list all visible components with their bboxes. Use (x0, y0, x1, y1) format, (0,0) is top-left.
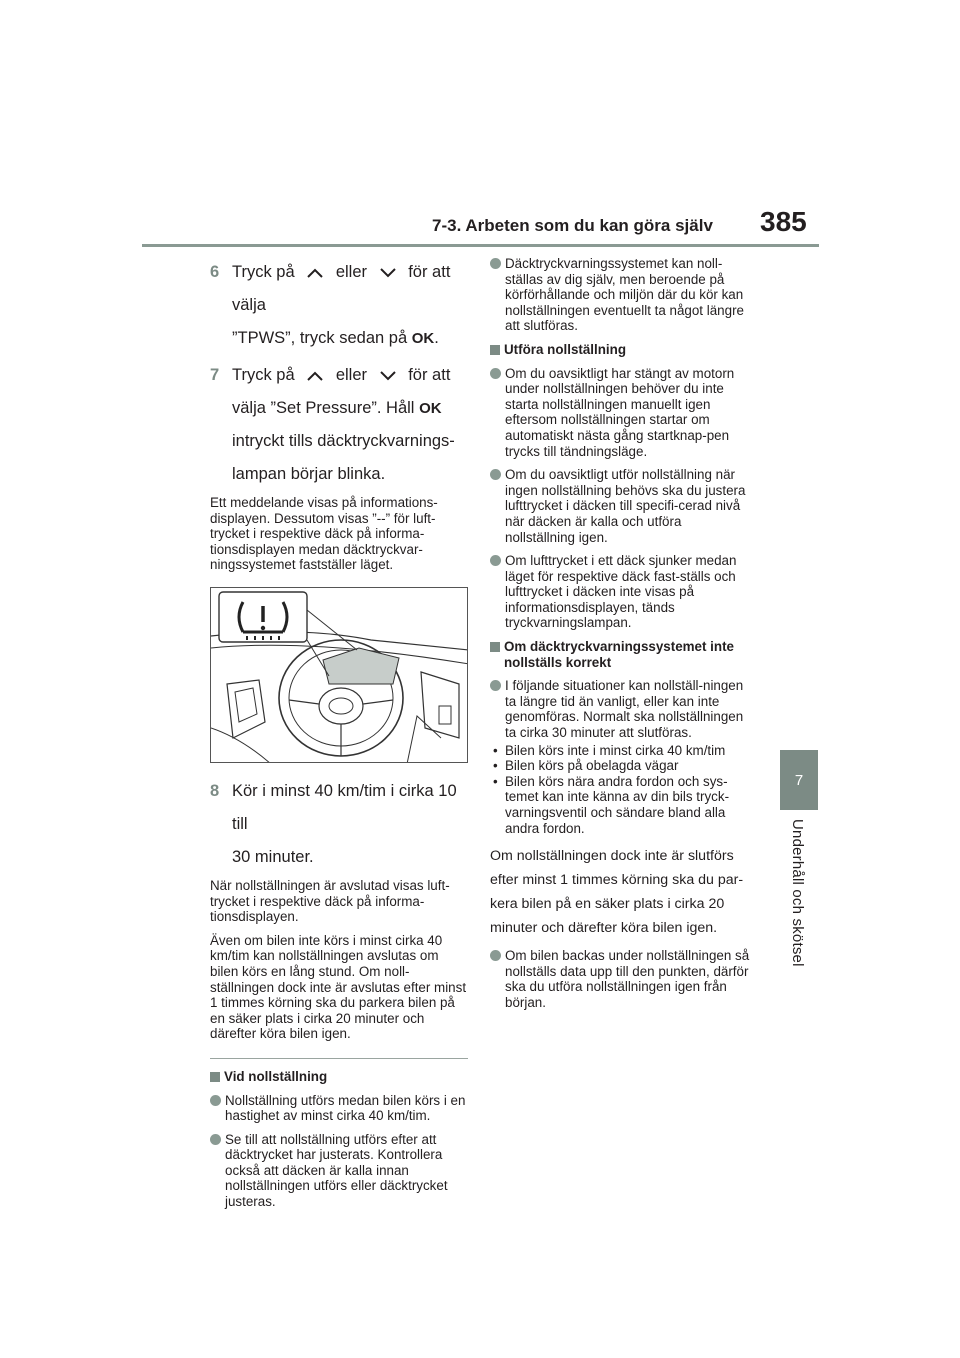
dashboard-drawing (211, 588, 468, 763)
step-text: Tryck på (232, 366, 295, 384)
bullet-text: Om du oavsiktligt utför nollställning när ingen nollställning behövs ska du justera lufttrycket i däcken till specifi-cerad nivå när däcken är kalla och utföra nollställning igen. (505, 467, 746, 545)
step-text: för att välja (232, 263, 451, 314)
bullet-text: Om bilen backas under nollställningen så nollställs data upp till den punkten, därför ska du utföra nollställningen igen från början. (505, 948, 750, 1010)
step-number: 8 (210, 781, 220, 800)
chevron-down-icon (378, 266, 398, 280)
paragraph: Om nollställningen dock inte är slutförs efter minst 1 timmes körning ska du par-kera bilen på en säker plats i cirka 20 minuter och därefter köra bilen igen. (490, 848, 744, 937)
left-column (210, 256, 468, 1218)
bullet-dot-icon (210, 1134, 221, 1145)
bullet-dot-icon (490, 950, 501, 961)
bullet-text: Se till att nollställning utförs efter att däcktrycket har justerats. Kontrollera också att däcken är kalla innan nollställningen utförs eller däcktrycket justeras. (225, 1131, 448, 1210)
section-title: 7-3. Arbeten som du kan göra själv (432, 216, 713, 235)
bullet-mark-icon: • (493, 742, 498, 758)
list-item (490, 774, 752, 836)
subheading (210, 1069, 468, 1085)
note-text: Även om bilen inte körs i minst cirka 40 km/tim kan nollställningen avslutas om bilen körs en lång stund. Om noll-ställningen dock inte är avslutas efter minst 1 timmes körning ska du parkera bilen på en säker plats i cirka 20 minuter och därefter köra bilen igen. (210, 932, 467, 1042)
header-rule (142, 244, 819, 247)
bullet-item (490, 553, 752, 631)
right-column (490, 256, 752, 1019)
bullet-dot-icon (490, 555, 501, 566)
step-text: intryckt tills däcktryckvarnings- (232, 432, 455, 450)
bullet-text: Däcktryckvarningssystemet kan noll-ställas av dig själv, men beroende på körförhållande och miljön där du kör kan nollställningen eventuellt ta något längre att slutföras. (505, 256, 744, 334)
ok-button-label: OK (419, 400, 442, 417)
note-text: När nollställningen är avslutad visas luft-trycket i respektive däck på informa-tionsdisplayen. (210, 877, 450, 925)
bullet-item (490, 366, 752, 460)
step-8 (210, 775, 468, 874)
list-item-text: Bilen körs på obelagda vägar (505, 758, 679, 774)
step-number: 7 (210, 366, 220, 384)
subheading-text: Om däcktryckvarningssystemet inte nollställs korrekt (504, 639, 734, 670)
subheading-text: Utföra nollställning (504, 341, 626, 357)
sub-list (490, 743, 752, 837)
bullet-dot-icon (490, 368, 501, 379)
divider (210, 1058, 468, 1059)
subheading (490, 639, 752, 670)
subheading (490, 342, 752, 358)
step-text: eller (335, 366, 368, 384)
step-text: 30 minuter. (232, 847, 314, 866)
dashboard-illustration (210, 587, 468, 763)
step-text: lampan börjar blinka. (232, 465, 386, 483)
bullet-mark-icon: • (493, 773, 498, 789)
bullet-mark-icon: • (493, 758, 498, 774)
bullet-item (490, 467, 752, 545)
bullet-text: Nollställning utförs medan bilen körs i en hastighet av minst cirka 40 km/tim. (225, 1092, 466, 1124)
list-item-text: Bilen körs inte i minst cirka 40 km/tim (505, 742, 726, 758)
list-item (490, 758, 752, 774)
list-item-text: Bilen körs nära andra fordon och sys-temet kan inte känna av din bils tryck-varningsventil och sändare bland alla andra fordon. (505, 773, 730, 836)
bullet-item (490, 948, 752, 1010)
square-bullet-icon (210, 1072, 220, 1082)
step-6 (210, 256, 468, 355)
bullet-dot-icon (490, 680, 501, 691)
subheading-text: Vid nollställning (224, 1068, 328, 1084)
step-text: . (434, 329, 439, 347)
ok-button-label: OK (411, 330, 435, 347)
chevron-up-icon (305, 266, 325, 280)
chapter-tab (780, 750, 818, 810)
bullet-item (210, 1093, 468, 1124)
step-7 (210, 359, 468, 491)
step-text: eller (335, 263, 368, 281)
bullet-text: Om du oavsiktligt har stängt av motorn under nollställningen behöver du inte starta nollställningen manuellt igen eftersom nollställningen startar om automatiskt nästa gång startknap-pen trycks till tändningsläge. (505, 365, 735, 459)
bullet-text: I följande situationer kan nollställ-ningen ta längre tid än vanligt, eller kan inte genomföras. Normalt ska nollställningen ta cirka 30 minuter att slutföras. (505, 678, 744, 741)
page-number: 385 (760, 206, 807, 237)
bullet-dot-icon (210, 1095, 221, 1106)
bullet-text: Om lufttrycket i ett däck sjunker medan läget för respektive däck fast-ställs och lufttrycket i däcken inte visas på informationsdisplayen, tänds tryckvarningslampan. (505, 553, 737, 631)
step-text: ”TPWS”, tryck sedan på (232, 329, 408, 347)
chevron-down-icon (378, 369, 398, 383)
chapter-title: Underhåll och skötsel (789, 819, 806, 967)
bullet-item (490, 678, 752, 740)
step-text: välja ”Set Pressure”. Håll (232, 399, 415, 417)
list-item (490, 743, 752, 759)
note-text: Ett meddelande visas på informations-displayen. Dessutom visas ”--” för luft-trycket i respektive däck på informa-tionsdisplayen medan däcktryckvar-ningssystemet fastställer läget. (210, 495, 438, 573)
bullet-item (490, 256, 752, 334)
step-number: 6 (210, 263, 220, 281)
chevron-up-icon (305, 369, 325, 383)
square-bullet-icon (490, 345, 500, 355)
square-bullet-icon (490, 642, 500, 652)
step-text: Kör i minst 40 km/tim i cirka 10 till (232, 781, 457, 833)
chapter-number: 7 (794, 771, 804, 789)
bullet-dot-icon (490, 258, 501, 269)
bullet-dot-icon (490, 469, 501, 480)
step-text: Tryck på (232, 263, 295, 281)
step-text: för att (408, 366, 451, 384)
bullet-item (210, 1132, 468, 1210)
